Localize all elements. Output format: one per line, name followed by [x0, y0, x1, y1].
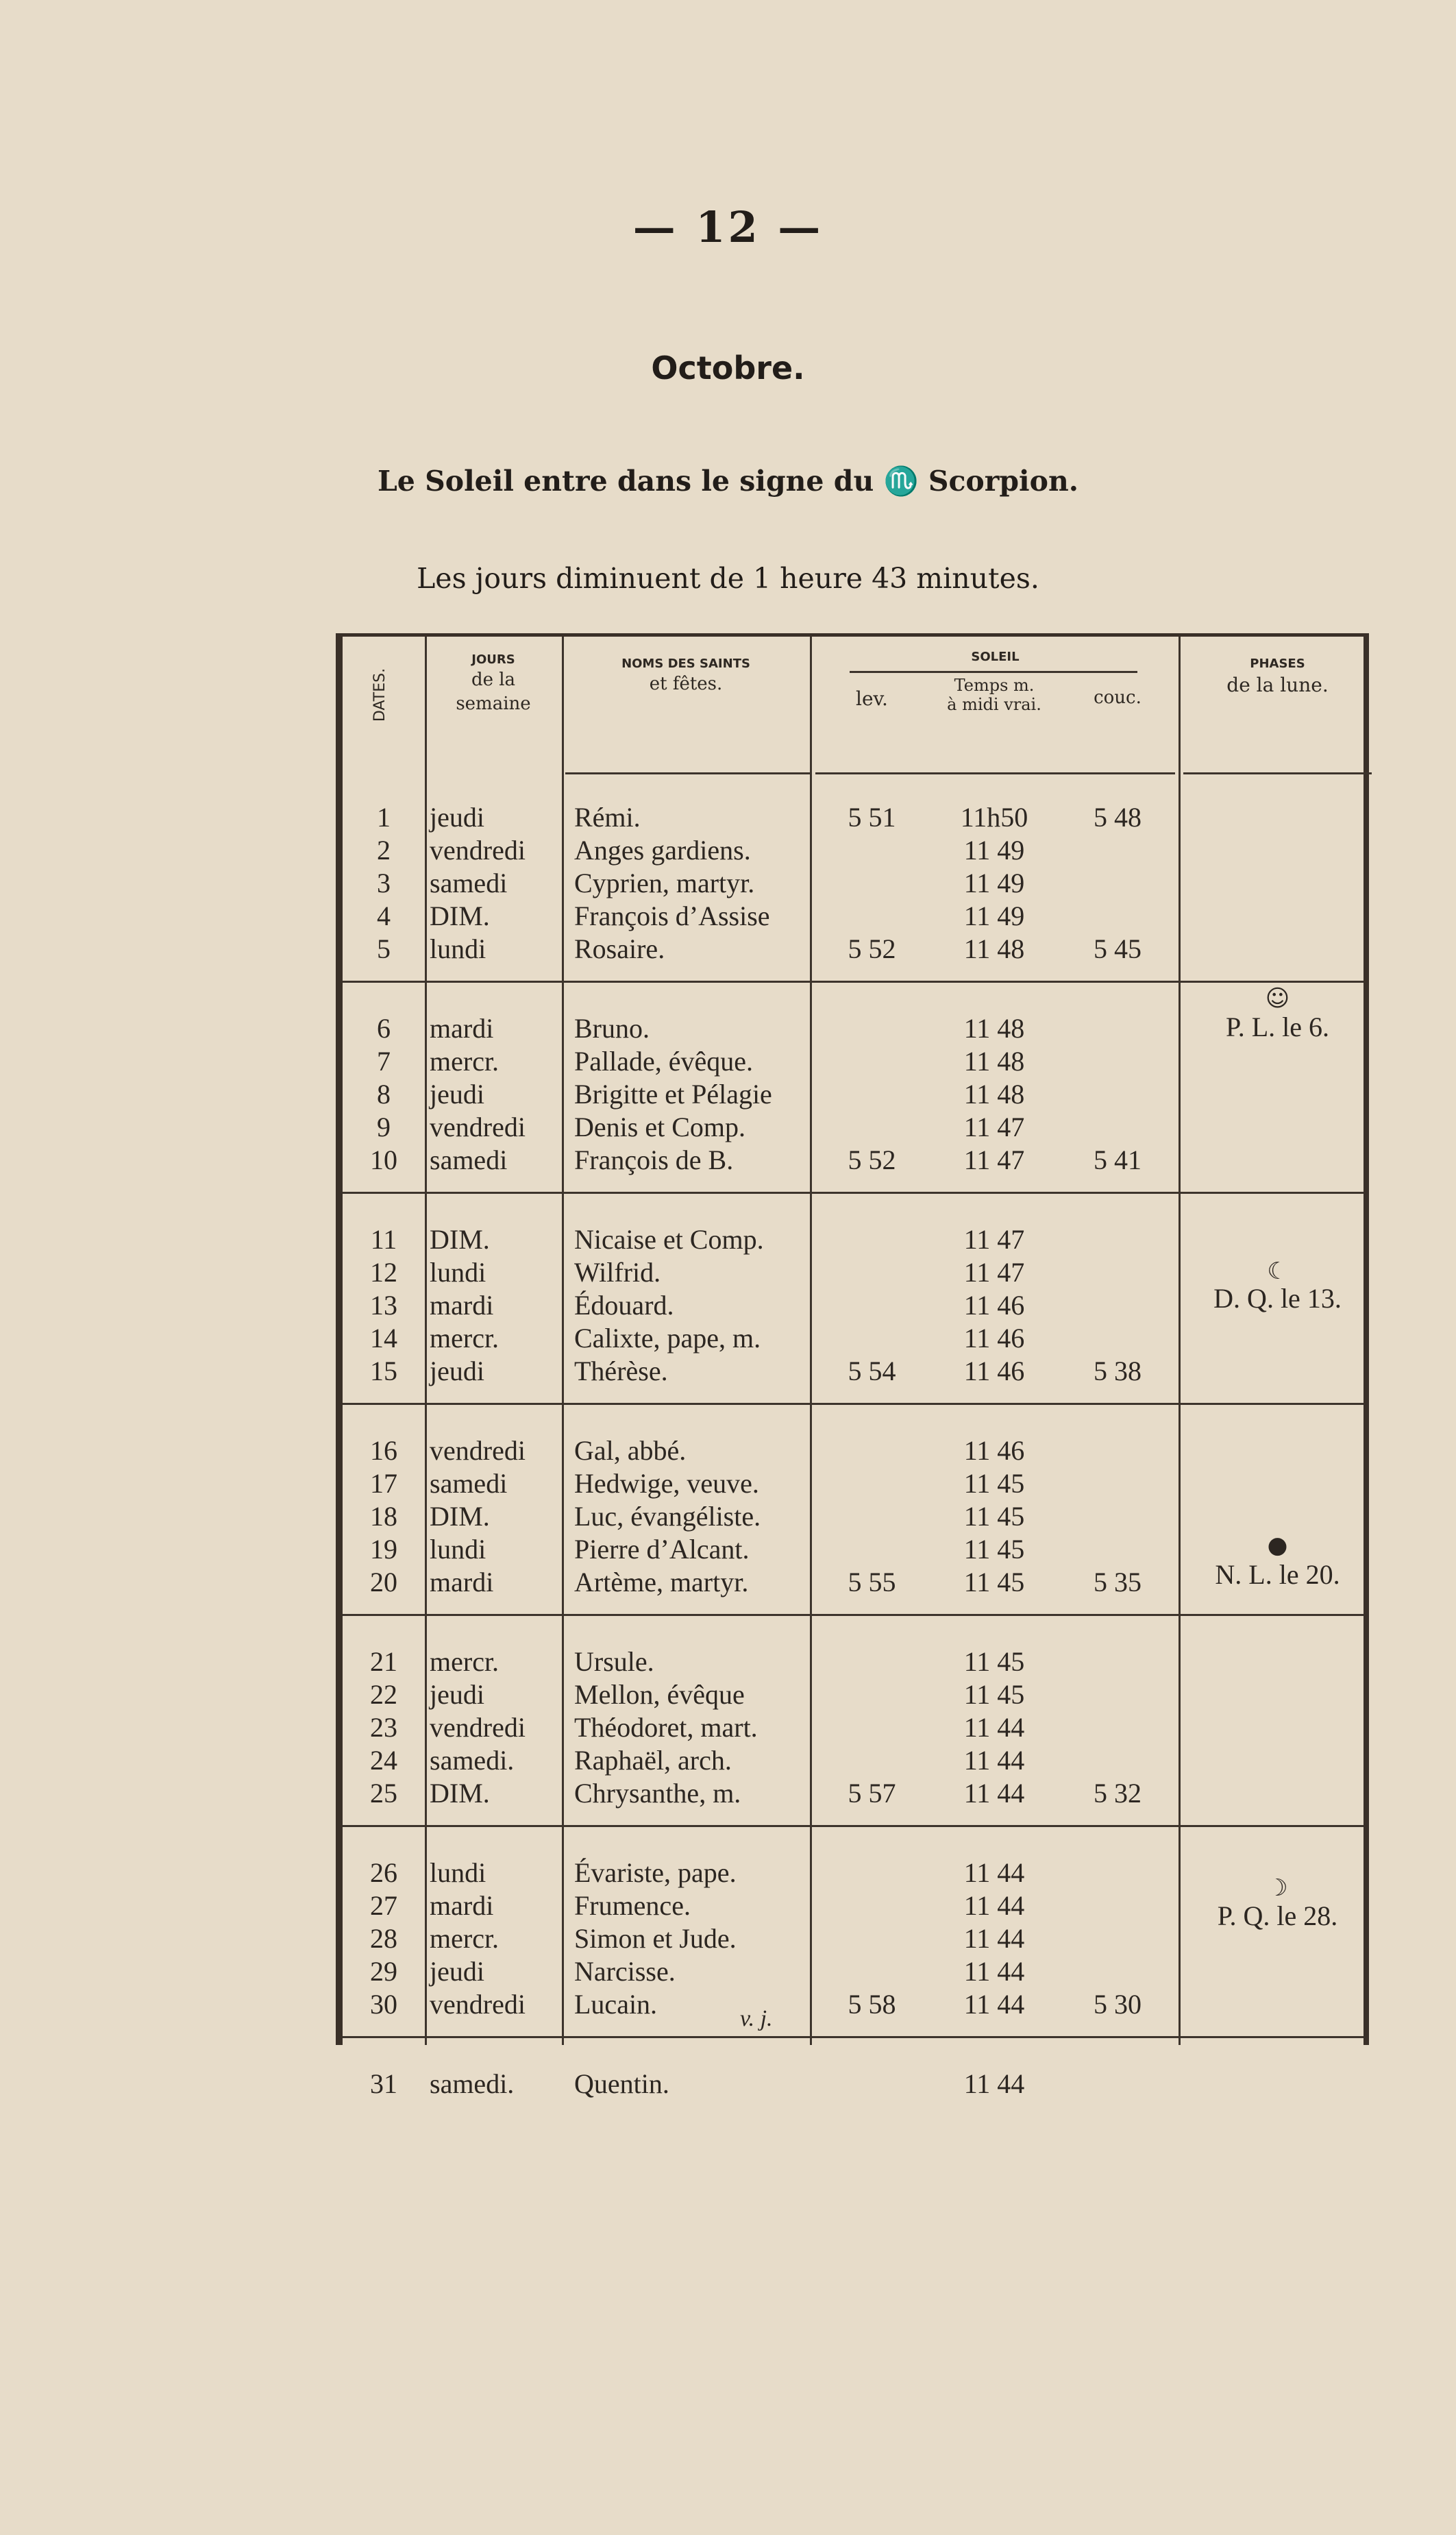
- sunset-cell: 5 48: [1094, 802, 1142, 833]
- header-rule: [815, 772, 1175, 774]
- date-cell: 8: [377, 1079, 391, 1110]
- date-cell: 14: [370, 1323, 397, 1354]
- table-row: [343, 900, 1364, 933]
- almanac-table: [336, 633, 1369, 2099]
- sunset-cell: 5 32: [1094, 1778, 1142, 1809]
- header-jours-line3: semaine: [456, 694, 531, 715]
- weekday-cell: samedi: [430, 1144, 508, 1175]
- phase-label: D. Q. le 13.: [1213, 1283, 1342, 1314]
- header-rule: [565, 772, 810, 774]
- noon-time-cell: 11 44: [963, 1778, 1025, 1809]
- header-temps-line1: Temps m.: [954, 676, 1035, 695]
- weekday-cell: mercr.: [430, 1323, 499, 1354]
- noon-time-cell: 11 45: [963, 1468, 1025, 1499]
- weekday-cell: mardi: [430, 1013, 494, 1044]
- table-row: [343, 867, 1364, 900]
- table-row: [343, 1645, 1364, 1678]
- saint-cell: Pierre d’Alcant.: [574, 1534, 750, 1565]
- date-cell: 7: [377, 1046, 391, 1077]
- noon-time-cell: 11 49: [963, 835, 1025, 866]
- weekday-cell: mercr.: [430, 1046, 499, 1077]
- noon-time-cell: 11h50: [960, 802, 1028, 833]
- table-row: [343, 834, 1364, 867]
- header-phases-line2: de la lune.: [1226, 674, 1329, 697]
- table-row: [343, 801, 1364, 834]
- date-cell: 30: [370, 1989, 397, 2020]
- header-dates: DATES.: [371, 668, 388, 722]
- date-cell: 28: [370, 1923, 397, 1954]
- weekday-cell: mardi: [430, 1290, 494, 1321]
- weekday-cell: vendredi: [430, 1112, 526, 1142]
- noon-time-cell: 11 44: [963, 1890, 1025, 1921]
- saint-cell: Chrysanthe, m.: [574, 1778, 741, 1809]
- header-temps: [933, 676, 1055, 714]
- saint-cell: Raphaël, arch.: [574, 1745, 732, 1776]
- date-cell: 16: [370, 1435, 397, 1466]
- weekday-cell: vendredi: [430, 1435, 526, 1466]
- group-divider: [343, 1614, 1364, 1616]
- sunrise-cell: 5 54: [848, 1356, 896, 1386]
- phase-label: P. L. le 6.: [1225, 1012, 1330, 1042]
- header-soleil: SOLEIL: [971, 650, 1020, 664]
- header-saints: [565, 656, 806, 696]
- sunset-cell: 5 35: [1094, 1567, 1142, 1597]
- date-cell: 1: [377, 802, 391, 833]
- date-cell: 11: [370, 1224, 397, 1255]
- saint-cell: Artème, martyr.: [574, 1567, 749, 1597]
- date-cell: 12: [370, 1257, 397, 1288]
- noon-time-cell: 11 44: [963, 1923, 1025, 1954]
- noon-time-cell: 11 44: [963, 1857, 1025, 1888]
- weekday-cell: mardi: [430, 1567, 494, 1597]
- sunrise-cell: 5 51: [848, 802, 896, 833]
- header-temps-line2: à midi vrai.: [947, 694, 1041, 714]
- weekday-cell: jeudi: [430, 802, 484, 833]
- date-cell: 20: [370, 1567, 397, 1597]
- noon-time-cell: 11 48: [963, 1013, 1025, 1044]
- weekday-cell: lundi: [430, 933, 486, 964]
- table-row: [343, 1078, 1364, 1111]
- weekday-cell: DIM.: [430, 901, 490, 931]
- new-moon-icon: ●: [1267, 1532, 1288, 1559]
- table-row: [343, 1988, 1364, 2021]
- saint-cell: Rémi.: [574, 802, 641, 833]
- weekday-cell: jeudi: [430, 1079, 484, 1110]
- noon-time-cell: 11 48: [963, 1046, 1025, 1077]
- group-divider: [343, 1403, 1364, 1405]
- weekday-cell: samedi.: [430, 2068, 515, 2099]
- saint-cell: Théodoret, mart.: [574, 1712, 758, 1743]
- weekday-cell: jeudi: [430, 1679, 484, 1710]
- table-row: [343, 933, 1364, 966]
- weekday-cell: mardi: [430, 1890, 494, 1921]
- date-cell: 18: [370, 1501, 397, 1532]
- saint-cell: Évariste, pape.: [574, 1857, 737, 1888]
- last-quarter-icon: ☾: [1267, 1258, 1288, 1285]
- weekday-cell: lundi: [430, 1257, 486, 1288]
- noon-time-cell: 11 46: [963, 1323, 1025, 1354]
- saint-cell: Thérèse.: [574, 1356, 668, 1386]
- weekday-cell: vendredi: [430, 1989, 526, 2020]
- saint-cell: Hedwige, veuve.: [574, 1468, 759, 1499]
- noon-time-cell: 11 47: [963, 1224, 1025, 1255]
- header-phases-line1: PHASES: [1250, 657, 1305, 671]
- saint-cell: Quentin.: [574, 2068, 669, 2099]
- sunset-cell: 5 30: [1094, 1989, 1142, 2020]
- saint-cell: Nicaise et Comp.: [574, 1224, 764, 1255]
- noon-time-cell: 11 44: [963, 2068, 1025, 2099]
- date-cell: 25: [370, 1778, 397, 1809]
- noon-time-cell: 11 45: [963, 1501, 1025, 1532]
- group-divider: [343, 981, 1364, 983]
- weekday-cell: DIM.: [430, 1778, 490, 1809]
- date-cell: 23: [370, 1712, 397, 1743]
- noon-time-cell: 11 49: [963, 901, 1025, 931]
- table-row: [343, 1144, 1364, 1177]
- noon-time-cell: 11 45: [963, 1679, 1025, 1710]
- date-cell: 15: [370, 1356, 397, 1386]
- saint-cell: François de B.: [574, 1144, 734, 1175]
- noon-time-cell: 11 45: [963, 1646, 1025, 1677]
- noon-time-cell: 11 46: [963, 1356, 1025, 1386]
- table-row: [343, 1678, 1364, 1711]
- days-length-line: Les jours diminuent de 1 heure 43 minutes.: [417, 562, 1039, 595]
- table-row: [343, 1711, 1364, 1744]
- margin-note: v. j.: [740, 2006, 773, 2031]
- saint-cell: Gal, abbé.: [574, 1435, 687, 1466]
- first-quarter-icon: ☽: [1267, 1874, 1288, 1902]
- saint-cell: Wilfrid.: [574, 1257, 661, 1288]
- sunset-cell: 5 45: [1094, 933, 1142, 964]
- header-phases: [1183, 656, 1372, 698]
- weekday-cell: samedi: [430, 868, 508, 898]
- page-number: — 12 —: [632, 202, 824, 252]
- table-row: [343, 1955, 1364, 1988]
- header-couc: couc.: [1094, 687, 1142, 708]
- table-row: [343, 1434, 1364, 1467]
- saint-cell: Calixte, pape, m.: [574, 1323, 761, 1354]
- date-cell: 26: [370, 1857, 397, 1888]
- saint-cell: Frumence.: [574, 1890, 691, 1921]
- weekday-cell: DIM.: [430, 1501, 490, 1532]
- saint-cell: Lucain.: [574, 1989, 658, 2020]
- weekday-cell: mercr.: [430, 1923, 499, 1954]
- saint-cell: Anges gardiens.: [574, 835, 751, 866]
- sunrise-cell: 5 52: [848, 933, 896, 964]
- header-saints-line2: et fêtes.: [649, 674, 723, 695]
- table-row: [343, 1777, 1364, 1810]
- phase-label: P. Q. le 28.: [1217, 1900, 1338, 1931]
- table-row: [343, 1111, 1364, 1144]
- weekday-cell: samedi.: [430, 1745, 515, 1776]
- date-cell: 3: [377, 868, 391, 898]
- table-row: [343, 1355, 1364, 1388]
- noon-time-cell: 11 47: [963, 1257, 1025, 1288]
- weekday-cell: samedi: [430, 1468, 508, 1499]
- group-divider: [343, 1825, 1364, 1827]
- saint-cell: Ursule.: [574, 1646, 654, 1677]
- date-cell: 31: [370, 2068, 397, 2099]
- date-cell: 24: [370, 1745, 397, 1776]
- noon-time-cell: 11 46: [963, 1435, 1025, 1466]
- date-cell: 17: [370, 1468, 397, 1499]
- weekday-cell: mercr.: [430, 1646, 499, 1677]
- date-cell: 13: [370, 1290, 397, 1321]
- sunset-cell: 5 41: [1094, 1144, 1142, 1175]
- noon-time-cell: 11 44: [963, 1712, 1025, 1743]
- phase-label: N. L. le 20.: [1215, 1559, 1340, 1590]
- date-cell: 19: [370, 1534, 397, 1565]
- noon-time-cell: 11 45: [963, 1567, 1025, 1597]
- saint-cell: François d’Assise: [574, 901, 770, 931]
- saint-cell: Bruno.: [574, 1013, 650, 1044]
- date-cell: 2: [377, 835, 391, 866]
- sunrise-cell: 5 55: [848, 1567, 896, 1597]
- month-title: Octobre.: [651, 350, 805, 387]
- saint-cell: Luc, évangéliste.: [574, 1501, 761, 1532]
- date-cell: 27: [370, 1890, 397, 1921]
- header-saints-line1: NOMS DES SAINTS: [621, 657, 750, 671]
- header-rule: [1183, 772, 1372, 774]
- date-cell: 9: [377, 1112, 391, 1142]
- weekday-cell: lundi: [430, 1534, 486, 1565]
- saint-cell: Denis et Comp.: [574, 1112, 745, 1142]
- saint-cell: Mellon, évêque: [574, 1679, 745, 1710]
- group-divider: [343, 1192, 1364, 1194]
- noon-time-cell: 11 47: [963, 1144, 1025, 1175]
- date-cell: 22: [370, 1679, 397, 1710]
- weekday-cell: DIM.: [430, 1224, 490, 1255]
- table-row: [343, 1045, 1364, 1078]
- noon-time-cell: 11 49: [963, 868, 1025, 898]
- full-moon-icon: ☺: [1265, 985, 1290, 1012]
- noon-time-cell: 11 48: [963, 1079, 1025, 1110]
- table-row: [343, 1744, 1364, 1777]
- saint-cell: Brigitte et Pélagie: [574, 1079, 772, 1110]
- sunrise-cell: 5 58: [848, 1989, 896, 2020]
- date-cell: 21: [370, 1646, 397, 1677]
- date-cell: 5: [377, 933, 391, 964]
- saint-cell: Pallade, évêque.: [574, 1046, 753, 1077]
- table-row: [343, 2068, 1364, 2101]
- date-cell: 4: [377, 901, 391, 931]
- date-cell: 6: [377, 1013, 391, 1044]
- saint-cell: Rosaire.: [574, 933, 665, 964]
- date-cell: 29: [370, 1956, 397, 1987]
- header-jours-line2: de la: [471, 670, 516, 691]
- sunrise-cell: 5 52: [848, 1144, 896, 1175]
- header-jours: [428, 652, 558, 716]
- noon-time-cell: 11 46: [963, 1290, 1025, 1321]
- saint-cell: Cyprien, martyr.: [574, 868, 755, 898]
- date-cell: 10: [370, 1144, 397, 1175]
- header-soleil-rule: [850, 671, 1137, 673]
- table-row: [343, 1500, 1364, 1533]
- noon-time-cell: 11 44: [963, 1989, 1025, 2020]
- noon-time-cell: 11 44: [963, 1745, 1025, 1776]
- noon-time-cell: 11 45: [963, 1534, 1025, 1565]
- weekday-cell: jeudi: [430, 1956, 484, 1987]
- header-jours-line1: JOURS: [471, 652, 515, 667]
- weekday-cell: lundi: [430, 1857, 486, 1888]
- noon-time-cell: 11 48: [963, 933, 1025, 964]
- noon-time-cell: 11 47: [963, 1112, 1025, 1142]
- saint-cell: Simon et Jude.: [574, 1923, 737, 1954]
- saint-cell: Narcisse.: [574, 1956, 676, 1987]
- sunset-cell: 5 38: [1094, 1356, 1142, 1386]
- weekday-cell: jeudi: [430, 1356, 484, 1386]
- weekday-cell: vendredi: [430, 835, 526, 866]
- saint-cell: Édouard.: [574, 1290, 674, 1321]
- sunrise-cell: 5 57: [848, 1778, 896, 1809]
- table-row: [343, 1322, 1364, 1355]
- table-row: [343, 1223, 1364, 1256]
- noon-time-cell: 11 44: [963, 1956, 1025, 1987]
- weekday-cell: vendredi: [430, 1712, 526, 1743]
- sun-sign-line: Le Soleil entre dans le signe du ♏ Scorpion.: [377, 465, 1079, 498]
- group-divider: [343, 2036, 1364, 2038]
- header-lev: lev.: [856, 687, 888, 710]
- table-row: [343, 1467, 1364, 1500]
